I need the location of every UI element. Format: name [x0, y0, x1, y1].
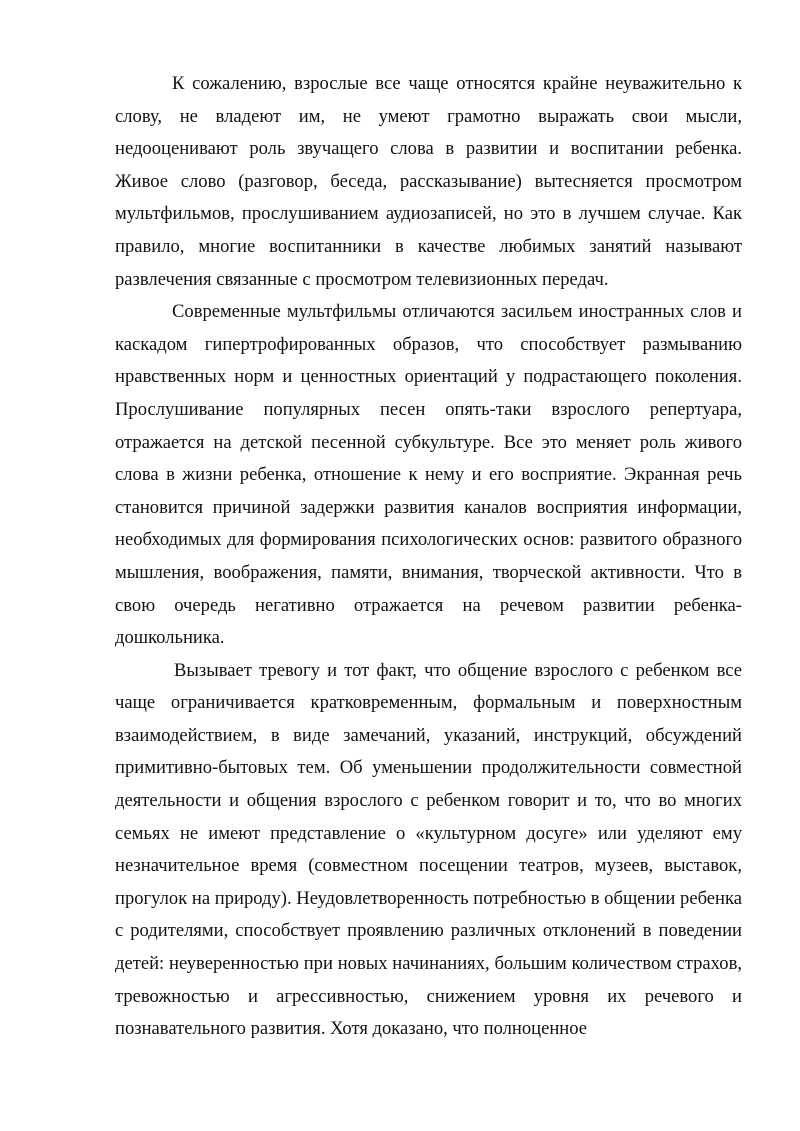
paragraph-1: К сожалению, взрослые все чаще относятся крайне неуважительно к слову, не владеют им, не умеют грамотно выражать свои мысли, недооценивают роль звучащего слова в развитии и воспитании ребенка. Живое слово (разговор, беседа, рассказывание) вытесняется просмотром мультфильмов, прослушиванием аудиозаписей, но это в лучшем случае. Как правило, многие воспитанники в качестве любимых занятий называют развлечения связанные с просмотром телевизионных передач. [115, 73, 742, 290]
paragraph-3: Вызывает тревогу и тот факт, что общение взрослого с ребенком все чаще ограничивается кратковременным, формальным и поверхностным взаимодействием, в виде замечаний, указаний, инструкций, обсуждений примитивно-бытовых тем. Об уменьшении продолжительности совместной деятельности и общения взрослого с ребенком говорит и то, что во многих семьях не имеют представление о «культурном досуге» или уделяют ему незначительное время (совместном посещении театров, музеев, выставок, прогулок на природу). Неудовлетворенность потребностью в общении ребенка с родителями, способствует проявлению различных отклонений в поведении детей: неуверенностью при новых начинаниях, большим количеством страхов, тревожностью и агрессивностью, снижением уровня их речевого и познавательного развития. Хотя доказано, что полноценное [115, 659, 742, 1040]
paragraph-2: Современные мультфильмы отличаются засильем иностранных слов и каскадом гипертрофированных образов, что способствует размыванию нравственных норм и ценностных ориентаций у подрастающего поколения. Прослушивание популярных песен опять-таки взрослого репертуара, отражается на детской песенной субкультуре. Все это меняет роль живого слова в жизни ребенка, отношение к нему и его восприятие. Экранная речь становится причиной задержки развития каналов восприятия информации, необходимых для формирования психологических основ: развитого образного мышления, воображения, памяти, внимания, творческой активности. Что в свою очередь негативно отражается на речевом развитии ребенка-дошкольника. [115, 301, 742, 649]
